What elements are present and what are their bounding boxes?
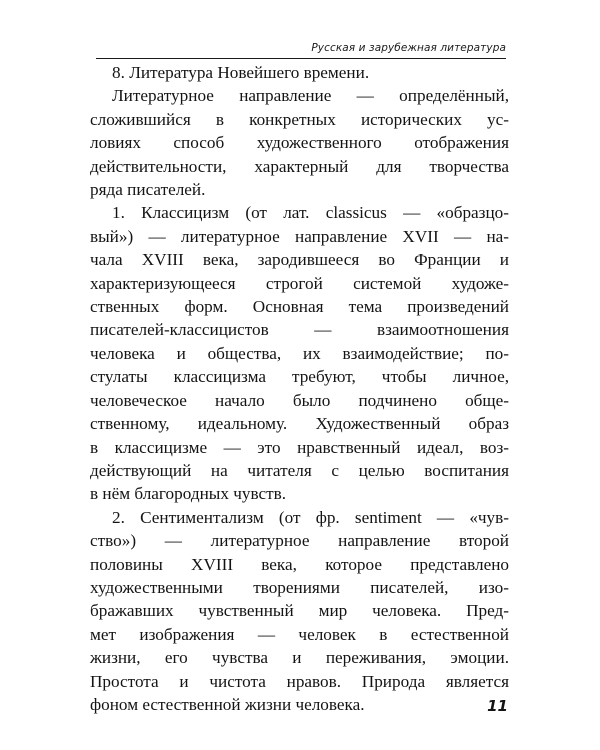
text-line: ряда писателей. bbox=[90, 180, 206, 200]
body-text bbox=[90, 61, 509, 716]
paragraph bbox=[90, 61, 509, 84]
text-line: действующий на читателя с целью воспитания bbox=[90, 460, 509, 480]
header-rule bbox=[96, 58, 506, 59]
text-line: 1. Классицизм (от лат. classicus — «образцо- bbox=[112, 203, 509, 223]
page-number: 11 bbox=[487, 697, 508, 715]
text-line: мет изображения — человек в естественной bbox=[90, 624, 509, 644]
text-line: жизни, его чувства и переживания, эмоции. bbox=[90, 648, 509, 668]
text-line: сложившийся в конкретных исторических ус- bbox=[90, 109, 509, 129]
text-line: художественными творениями писателей, изо- bbox=[90, 577, 509, 597]
text-line: 8. Литература Новейшего времени. bbox=[112, 63, 370, 82]
text-line: в классицизме — это нравственный идеал, воз- bbox=[90, 437, 509, 457]
text-line: ственному, идеальному. Художественный образ bbox=[90, 414, 509, 434]
text-line: вый») — литературное направление XVII — на- bbox=[90, 226, 509, 246]
text-line: действительности, характерный для творчества bbox=[90, 156, 509, 176]
paragraph bbox=[90, 84, 509, 201]
text-line: ловиях способ художественного отображения bbox=[90, 133, 509, 153]
text-line: фоном естественной жизни человека. bbox=[90, 694, 365, 714]
text-line: ство») — литературное направление второй bbox=[90, 531, 509, 551]
text-line: человека и общества, их взаимодействие; по- bbox=[90, 343, 509, 363]
text-line: чала XVIII века, зародившееся во Франции и bbox=[90, 250, 509, 270]
text-line: человеческое начало было подчинено обще- bbox=[90, 390, 509, 410]
text-line: Простота и чистота нравов. Природа является bbox=[90, 671, 509, 691]
text-line: писателей-классицистов — взаимоотношения bbox=[90, 320, 509, 340]
text-line: ственных форм. Основная тема произведений bbox=[90, 297, 509, 317]
text-line: характеризующееся строгой системой художе- bbox=[90, 273, 509, 293]
paragraph bbox=[90, 201, 509, 505]
text-line: половины XVIII века, которое представлено bbox=[90, 554, 509, 574]
text-line: стулаты классицизма требуют, чтобы личное, bbox=[90, 367, 509, 387]
text-line: Литературное направление — определённый, bbox=[112, 86, 509, 106]
text-line: 2. Сентиментализм (от фр. sentiment — «чув- bbox=[112, 507, 509, 527]
text-line: в нём благородных чувств. bbox=[90, 484, 287, 504]
running-head: Русская и зарубежная литература bbox=[311, 42, 506, 54]
paragraph bbox=[90, 506, 509, 717]
text-line: бражавших чувственный мир человека. Пред- bbox=[90, 601, 509, 621]
